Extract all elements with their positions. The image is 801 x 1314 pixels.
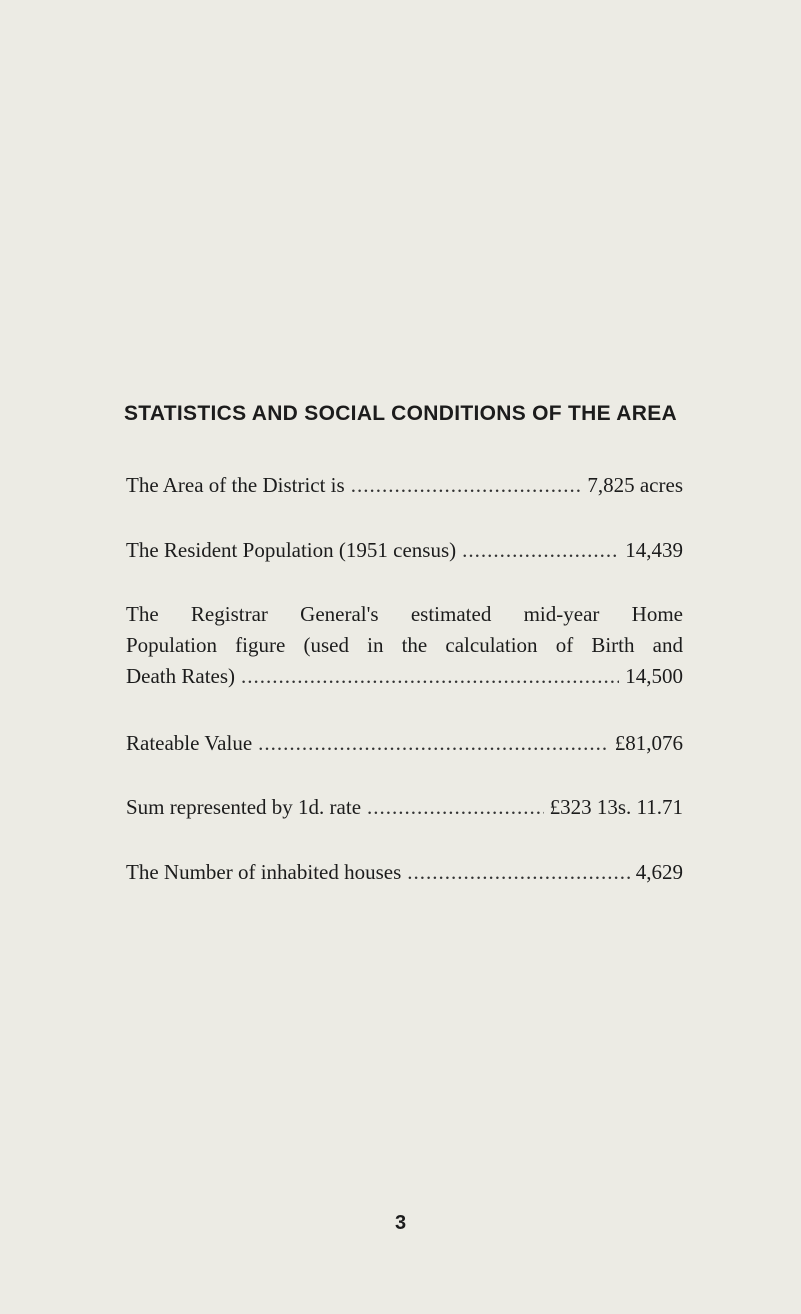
home-population-value: 14,500 <box>625 664 683 688</box>
resident-population-entry <box>126 535 683 566</box>
home-population-line-2: Population figure (used in the calculation of Birth and <box>126 633 683 657</box>
dot-leader <box>462 535 619 566</box>
rateable-value-entry <box>126 728 683 759</box>
dot-leader <box>258 728 609 759</box>
inhabited-houses-value: 4,629 <box>635 860 683 884</box>
home-population-line-1: The Registrar General's estimated mid-year Home <box>126 602 683 626</box>
dot-leader <box>351 470 582 501</box>
area-entry <box>126 470 683 501</box>
penny-rate-label: Sum represented by 1d. rate <box>126 795 362 819</box>
rateable-value-label: Rateable Value <box>126 731 253 755</box>
penny-rate-entry <box>126 792 683 823</box>
page-number: 3 <box>394 1212 407 1234</box>
resident-population-value: 14,439 <box>625 538 683 562</box>
resident-population-label: The Resident Population (1951 census) <box>126 538 457 562</box>
penny-rate-value: £323 13s. 11.71 <box>549 795 683 819</box>
rateable-value-value: £81,076 <box>614 731 683 755</box>
inhabited-houses-entry <box>126 857 683 888</box>
inhabited-houses-label: The Number of inhabited houses <box>126 860 402 884</box>
page-heading: STATISTICS AND SOCIAL CONDITIONS OF THE AREA <box>124 402 677 425</box>
area-label: The Area of the District is <box>126 473 345 497</box>
dot-leader <box>407 857 629 888</box>
dot-leader <box>367 792 544 823</box>
home-population-label: Death Rates) <box>126 664 236 688</box>
area-value: 7,825 acres <box>587 473 683 497</box>
home-population-entry <box>126 599 683 692</box>
dot-leader <box>241 661 619 692</box>
